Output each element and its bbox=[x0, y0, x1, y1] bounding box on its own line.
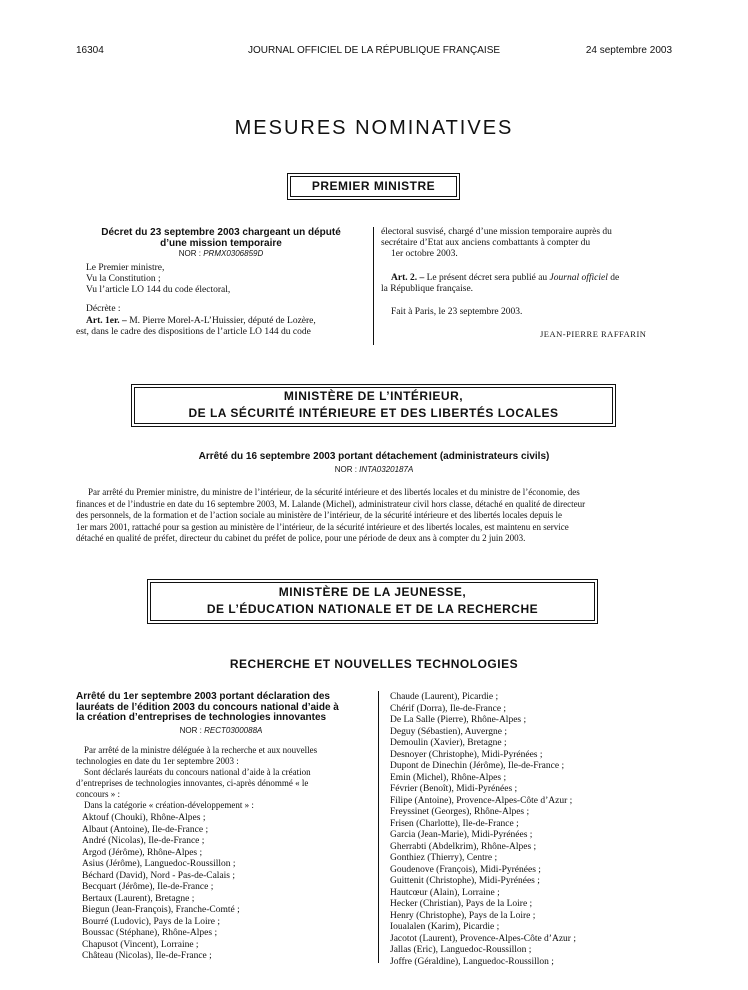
laureates-list-right bbox=[390, 692, 576, 968]
decree-nor bbox=[76, 249, 366, 258]
publication-date: 24 septembre 2003 bbox=[585, 45, 672, 56]
laureate-entry: Henry (Christophe), Pays de la Loire ; bbox=[390, 910, 536, 921]
nor-label: NOR : bbox=[178, 249, 201, 258]
arrete-title-line: lauréats de l’édition 2003 du concours national d’aide à bbox=[76, 701, 339, 713]
body-line: finances et de l’industrie en date du 16 septembre 2003, M. Lalande (Michel), administrateur civil hors classe, détaché en qualité de directeur bbox=[76, 498, 586, 509]
laureate-entry: Ioualalen (Karim), Picardie ; bbox=[390, 922, 500, 932]
article-2-label: Art. 2. – bbox=[391, 273, 425, 283]
laureate-entry: Jacotot (Laurent), Provence-Alpes-Côte d’Azur ; bbox=[390, 933, 576, 944]
nor-code: RECT0300088A bbox=[204, 726, 263, 735]
arrete-interieur-nor bbox=[0, 465, 748, 474]
visa-line: Vu la Constitution ; bbox=[86, 274, 161, 284]
laureate-entry: Frisen (Charlotte), Ile-de-France ; bbox=[390, 818, 519, 829]
laureate-entry: Béchard (David), Nord - Pas-de-Calais ; bbox=[82, 870, 236, 881]
body-line: des personnels, de la formation et de l’action sociale au ministère de l’intérieur, de la sécurité intérieure et des libertés locales depuis le bbox=[76, 510, 562, 520]
visa-line: Le Premier ministre, bbox=[86, 263, 165, 273]
signature: JEAN-PIERRE RAFFARIN bbox=[540, 329, 647, 339]
intro-line: Sont déclarés lauréats du concours national d’aide à la création bbox=[84, 767, 311, 777]
ministry-name-line: MINISTÈRE DE LA JEUNESSE, bbox=[278, 585, 467, 599]
subsection-title: RECHERCHE ET NOUVELLES TECHNOLOGIES bbox=[229, 657, 519, 671]
decree-right-line: électoral susvisé, chargé d’une mission temporaire auprès du bbox=[381, 227, 612, 237]
intro-line: concours » : bbox=[76, 789, 120, 799]
laureate-entry: Dupont de Dinechin (Jérôme), Ile-de-France ; bbox=[390, 761, 565, 771]
article-1-line-1 bbox=[76, 316, 316, 327]
decree-title bbox=[76, 227, 366, 249]
ministry-name-line: DE LA SÉCURITÉ INTÉRIEURE ET DES LIBERTÉS LOCALES bbox=[188, 406, 559, 420]
nor-code: PRMX0306859D bbox=[203, 249, 264, 258]
ministry-box-premier-ministre: PREMIER MINISTRE bbox=[287, 173, 460, 200]
article-2-line-1 bbox=[391, 273, 619, 284]
nor-code: INTA0320187A bbox=[359, 465, 414, 474]
article-1-label: Art. 1er. – bbox=[86, 316, 127, 326]
laureate-entry: Deguy (Sébastien), Auvergne ; bbox=[390, 726, 507, 737]
laureate-entry: Joffre (Géraldine), Languedoc-Roussillon ; bbox=[390, 956, 554, 967]
laureate-entry: De La Salle (Pierre), Rhône-Alpes ; bbox=[390, 715, 527, 725]
laureate-entry: Garcia (Jean-Marie), Midi-Pyrénées ; bbox=[390, 830, 533, 840]
laureate-entry: Boussac (Stéphane), Rhône-Alpes ; bbox=[82, 928, 218, 938]
laureate-entry: Hautcœur (Alain), Lorraine ; bbox=[390, 887, 500, 898]
fait-a-paris: Fait à Paris, le 23 septembre 2003. bbox=[391, 307, 523, 317]
decree-right-column bbox=[381, 227, 671, 260]
decree-visas bbox=[86, 263, 368, 296]
laureate-entry: Château (Nicolas), Ile-de-France ; bbox=[82, 951, 212, 961]
laureate-entry: Becquart (Jérôme), Ile-de-France ; bbox=[82, 882, 214, 892]
arrete-title-line: la création d’entreprises de technologies innovantes bbox=[76, 712, 327, 723]
laureate-entry: Emin (Michel), Rhône-Alpes ; bbox=[390, 772, 507, 783]
laureate-entry: Demoulin (Xavier), Bretagne ; bbox=[390, 738, 507, 748]
laureate-entry: Desnoyer (Christophe), Midi-Pyrénées ; bbox=[390, 749, 543, 760]
laureate-entry: Jallas (Eric), Languedoc-Roussillon ; bbox=[390, 945, 532, 955]
article-2-line-2: la République française. bbox=[381, 284, 474, 294]
ministry-box-interieur bbox=[131, 384, 616, 427]
ministry-name-line: MINISTÈRE DE L’INTÉRIEUR, bbox=[283, 389, 464, 403]
laureate-entry: Biegun (Jean-François), Franche-Comté ; bbox=[82, 905, 240, 915]
arrete-interieur-title: Arrêté du 16 septembre 2003 portant détachement (administrateurs civils) bbox=[198, 451, 550, 462]
laureate-entry: André (Nicolas), Ile-de-France ; bbox=[82, 836, 205, 846]
laureate-entry: Guittenit (Christophe), Midi-Pyrénées ; bbox=[390, 876, 540, 886]
laureate-entry: Chérif (Dorra), Ile-de-France ; bbox=[390, 703, 507, 714]
journal-title: JOURNAL OFFICIEL DE LA RÉPUBLIQUE FRANÇAISE bbox=[247, 45, 501, 56]
ministry-box-jeunesse bbox=[147, 579, 598, 624]
arrete-interieur-body bbox=[76, 487, 672, 545]
laureate-entry: Bertaux (Laurent), Bretagne ; bbox=[82, 893, 195, 904]
body-line: 1er mars 2001, rattaché pour sa gestion au ministère de l’intérieur, de la sécurité intérieure et des libertés locales, est maintenu en service bbox=[76, 521, 569, 532]
nor-label: NOR : bbox=[179, 726, 202, 735]
laureate-entry: Albaut (Antoine), Ile-de-France ; bbox=[82, 824, 209, 835]
nor-label: NOR : bbox=[334, 465, 357, 474]
laureate-entry: Hecker (Christian), Pays de la Loire ; bbox=[390, 899, 533, 909]
arrete-jeunesse-title bbox=[76, 692, 366, 724]
article-1-text: M. Pierre Morel-A-L’Huissier, député de Lozère, bbox=[129, 316, 316, 326]
article-2-text: Le présent décret sera publié au bbox=[426, 273, 548, 283]
ministry-name-line: DE L’ÉDUCATION NATIONALE ET DE LA RECHERCHE bbox=[206, 602, 539, 616]
article-2-text: de bbox=[610, 273, 620, 283]
decrete-label: Décrète : bbox=[86, 304, 121, 314]
laureate-entry: Chaude (Laurent), Picardie ; bbox=[390, 692, 499, 702]
intro-line: Par arrêté de la ministre déléguée à la recherche et aux nouvelles bbox=[84, 745, 318, 755]
article-2-journal: Journal officiel bbox=[549, 273, 608, 283]
decree-right-line: 1er octobre 2003. bbox=[391, 249, 458, 259]
laureate-entry: Freyssinet (Georges), Rhône-Alpes ; bbox=[390, 807, 530, 817]
article-1-line-2: est, dans le cadre des dispositions de l’article LO 144 du code bbox=[76, 327, 311, 337]
laureate-entry: Argod (Jérôme), Rhône-Alpes ; bbox=[82, 847, 203, 858]
decree-right-line: secrétaire d’Etat aux anciens combattants à compter du bbox=[381, 238, 591, 248]
arrete-jeunesse-nor bbox=[76, 726, 366, 735]
laureate-entry: Bourré (Ludovic), Pays de la Loire ; bbox=[82, 916, 220, 927]
page-number: 16304 bbox=[76, 45, 104, 56]
laureate-entry: Aktouf (Chouki), Rhône-Alpes ; bbox=[82, 813, 206, 823]
decree-title-line: d’une mission temporaire bbox=[160, 238, 282, 249]
intro-line: technologies en date du 1er septembre 2003 : bbox=[76, 756, 239, 766]
laureate-entry: Gonthiez (Thierry), Centre ; bbox=[390, 853, 498, 863]
laureate-entry: Filipe (Antoine), Provence-Alpes-Côte d’Azur ; bbox=[390, 795, 573, 806]
laureate-entry: Chapusot (Vincent), Lorraine ; bbox=[82, 939, 199, 950]
category-line: Dans la catégorie « création-développement » : bbox=[84, 800, 254, 810]
laureate-entry: Goudenove (François), Midi-Pyrénées ; bbox=[390, 864, 541, 875]
column-divider bbox=[373, 227, 374, 345]
laureate-entry: Février (Benoît), Midi-Pyrénées ; bbox=[390, 784, 518, 794]
visa-line: Vu l’article LO 144 du code électoral, bbox=[86, 285, 231, 295]
decree-title-line: Décret du 23 septembre 2003 chargeant un député bbox=[101, 227, 341, 238]
arrete-jeunesse-intro bbox=[76, 745, 368, 811]
body-line: détaché en qualité de préfet, directeur du cabinet du préfet de police, pour une période de deux ans à compter du 2 juin 2003. bbox=[76, 533, 526, 543]
body-line: Par arrêté du Premier ministre, du ministre de l’intérieur, de la sécurité intérieure et des libertés locales et du ministre de l’économie, des bbox=[88, 487, 580, 497]
column-divider bbox=[378, 691, 379, 963]
intro-line: d’entreprises de technologies innovantes, ci-après dénommé « le bbox=[76, 778, 309, 788]
laureate-entry: Asius (Jérôme), Languedoc-Roussillon ; bbox=[82, 859, 236, 869]
arrete-title-line: Arrêté du 1er septembre 2003 portant déclaration des bbox=[76, 691, 330, 702]
laureate-entry: Gherrabti (Abdelkrim), Rhône-Alpes ; bbox=[390, 841, 537, 852]
section-title: MESURES NOMINATIVES bbox=[234, 117, 514, 139]
laureates-list-left bbox=[82, 813, 240, 963]
